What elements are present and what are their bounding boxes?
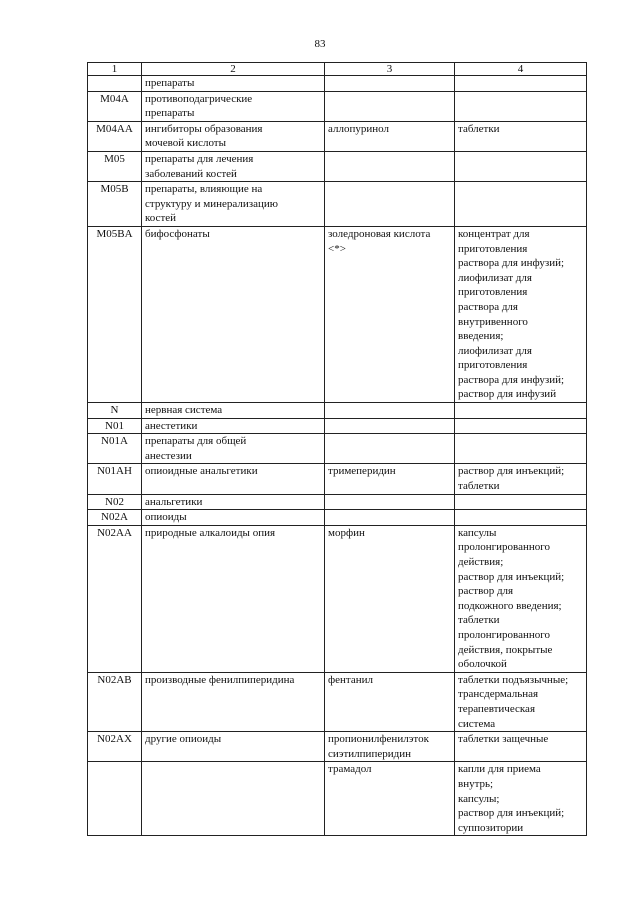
dosage-form-line: подкожного введения; [458,599,562,612]
dosage-form-line: пролонгированного [458,628,550,641]
dosage-form-cell [455,91,587,121]
dosage-form-line: лиофилизат для [458,344,532,357]
group-name-cell [142,226,325,402]
dosage-form-line: таблетки подъязычные; [458,673,569,686]
dosage-form-line: раствор для инъекций; [458,465,565,478]
dosage-form-line: приготовления [458,359,528,372]
dosage-form-cell [455,672,587,731]
dosage-form-line: капсулы [458,526,497,539]
drug-name-cell [325,762,455,836]
dosage-form-line: раствор для инъекций; [458,570,565,583]
atc-code-cell: N01 [88,418,142,434]
drug-line: <*> [328,242,346,255]
group-name-cell [142,672,325,731]
table-row [88,76,587,92]
group-line: костей [145,212,177,225]
group-name-cell [142,434,325,464]
dosage-form-line: таблетки [458,614,500,627]
atc-code-cell: N02AX [88,732,142,762]
group-name-cell [142,464,325,494]
group-line: противоподагрические [145,92,253,105]
dosage-form-line: пролонгированного [458,541,550,554]
dosage-form-line: раствора для инфузий; [458,257,565,270]
dosage-form-line: система [458,717,496,730]
group-name-cell [142,762,325,836]
dosage-form-cell [455,226,587,402]
drug-line: сиэтилпиперидин [328,747,411,760]
dosage-form-line: приготовления [458,286,528,299]
dosage-form-line: капли для приема [458,763,541,776]
dosage-form-line: капсулы; [458,792,500,805]
table-row [88,182,587,227]
atc-code-cell [88,76,142,92]
atc-code-cell: M05B [88,182,142,227]
group-name-cell [142,494,325,510]
table-row [88,510,587,526]
drug-line: морфин [328,526,365,539]
group-name-cell [142,525,325,672]
drug-name-cell [325,510,455,526]
atc-code-cell [88,762,142,836]
column-header: 2 [142,63,325,76]
group-name-cell [142,76,325,92]
atc-code-cell: M04AA [88,121,142,151]
dosage-form-cell [455,525,587,672]
table-row [88,121,587,151]
dosage-form-line: действия, покрытые [458,643,553,656]
dosage-form-line: суппозитории [458,821,524,834]
group-line: препараты [145,77,195,89]
drug-name-cell [325,418,455,434]
drug-name-cell [325,182,455,227]
atc-code-cell: N01A [88,434,142,464]
drug-line: пропионилфенилэток [328,733,429,746]
table-row [88,91,587,121]
dosage-form-line: введения; [458,330,504,343]
page-number: 83 [314,38,326,50]
table-row [88,434,587,464]
group-line: анальгетики [145,495,203,508]
table-row [88,494,587,510]
table-row [88,226,587,402]
group-line: производные фенилпиперидина [145,673,295,686]
group-line: опиоиды [145,511,187,524]
drug-name-cell [325,464,455,494]
group-line: заболеваний костей [145,167,237,180]
dosage-form-cell [455,76,587,92]
dosage-form-cell [455,762,587,836]
drug-line: трамадол [328,763,372,776]
drug-line: аллопуринол [328,122,389,135]
group-line: препараты [145,107,195,120]
group-name-cell [142,182,325,227]
atc-code-cell: M05 [88,151,142,181]
atc-code-cell: N02AA [88,525,142,672]
dosage-form-line: раствора для [458,300,518,313]
dosage-form-cell [455,732,587,762]
group-line: бифосфонаты [145,227,210,240]
group-name-cell [142,151,325,181]
group-name-cell [142,510,325,526]
dosage-form-cell [455,403,587,419]
table-body [88,76,587,836]
dosage-form-line: оболочкой [458,658,507,671]
drug-line: тримеперидин [328,465,396,478]
drug-name-cell [325,151,455,181]
dosage-form-cell [455,434,587,464]
atc-code-cell: M04A [88,91,142,121]
atc-code-cell: N02A [88,510,142,526]
group-line: мочевой кислоты [145,137,227,150]
dosage-form-cell [455,510,587,526]
dosage-form-line: трансдермальная [458,688,539,701]
drug-name-cell [325,76,455,92]
group-line: природные алкалоиды опия [145,526,276,539]
column-header: 1 [88,63,142,76]
group-line: опиоидные анальгетики [145,465,258,478]
table-row [88,762,587,836]
dosage-form-line: приготовления [458,242,528,255]
table-row [88,464,587,494]
group-line: препараты, влияющие на [145,183,263,196]
drug-name-cell [325,525,455,672]
dosage-form-line: таблетки [458,480,500,493]
group-line: препараты для лечения [145,152,254,165]
dosage-form-line: терапевтическая [458,702,535,715]
dosage-form-cell [455,182,587,227]
table-row [88,418,587,434]
dosage-form-cell [455,494,587,510]
drug-name-cell [325,434,455,464]
group-name-cell [142,91,325,121]
dosage-form-line: действия; [458,556,504,568]
atc-code-cell: N02AB [88,672,142,731]
dosage-form-line: раствор для инъекций; [458,807,565,820]
group-name-cell [142,732,325,762]
table-row [88,403,587,419]
group-line: препараты для общей [145,435,247,448]
atc-code-cell: M05BA [88,226,142,402]
table-row [88,151,587,181]
group-line: ингибиторы образования [145,122,263,135]
table-row [88,672,587,731]
dosage-form-cell [455,418,587,434]
dosage-form-cell [455,464,587,494]
group-line: нервная система [145,404,223,417]
group-line: анестетики [145,419,198,432]
dosage-form-line: раствора для инфузий; [458,373,565,386]
drug-name-cell [325,672,455,731]
group-line: структуру и минерализацию [145,197,278,210]
dosage-form-line: таблетки [458,122,500,135]
column-header: 4 [455,63,587,76]
drug-name-cell [325,226,455,402]
atc-code-cell: N01AH [88,464,142,494]
dosage-form-cell [455,151,587,181]
group-name-cell [142,403,325,419]
atc-code-cell: N02 [88,494,142,510]
atc-code-cell: N [88,403,142,419]
drug-name-cell [325,494,455,510]
drug-line: золедроновая кислота [328,227,431,240]
drug-name-cell [325,403,455,419]
table-row [88,525,587,672]
dosage-form-line: внутрь; [458,777,494,790]
table-header-row [88,63,587,76]
drug-name-cell [325,121,455,151]
drug-name-cell [325,91,455,121]
group-name-cell [142,121,325,151]
dosage-form-line: таблетки защечные [458,733,549,746]
dosage-form-cell [455,121,587,151]
table-row [88,732,587,762]
dosage-form-line: внутривенного [458,315,528,328]
dosage-form-line: раствор для инфузий [458,388,557,401]
group-line: анестезии [145,449,192,462]
drug-line: фентанил [328,673,373,686]
dosage-form-line: раствор для [458,585,514,598]
group-line: другие опиоиды [145,733,222,746]
medication-table [87,62,587,836]
group-name-cell [142,418,325,434]
drug-name-cell [325,732,455,762]
dosage-form-line: лиофилизат для [458,271,532,284]
column-header: 3 [325,63,455,76]
dosage-form-line: концентрат для [458,227,530,240]
